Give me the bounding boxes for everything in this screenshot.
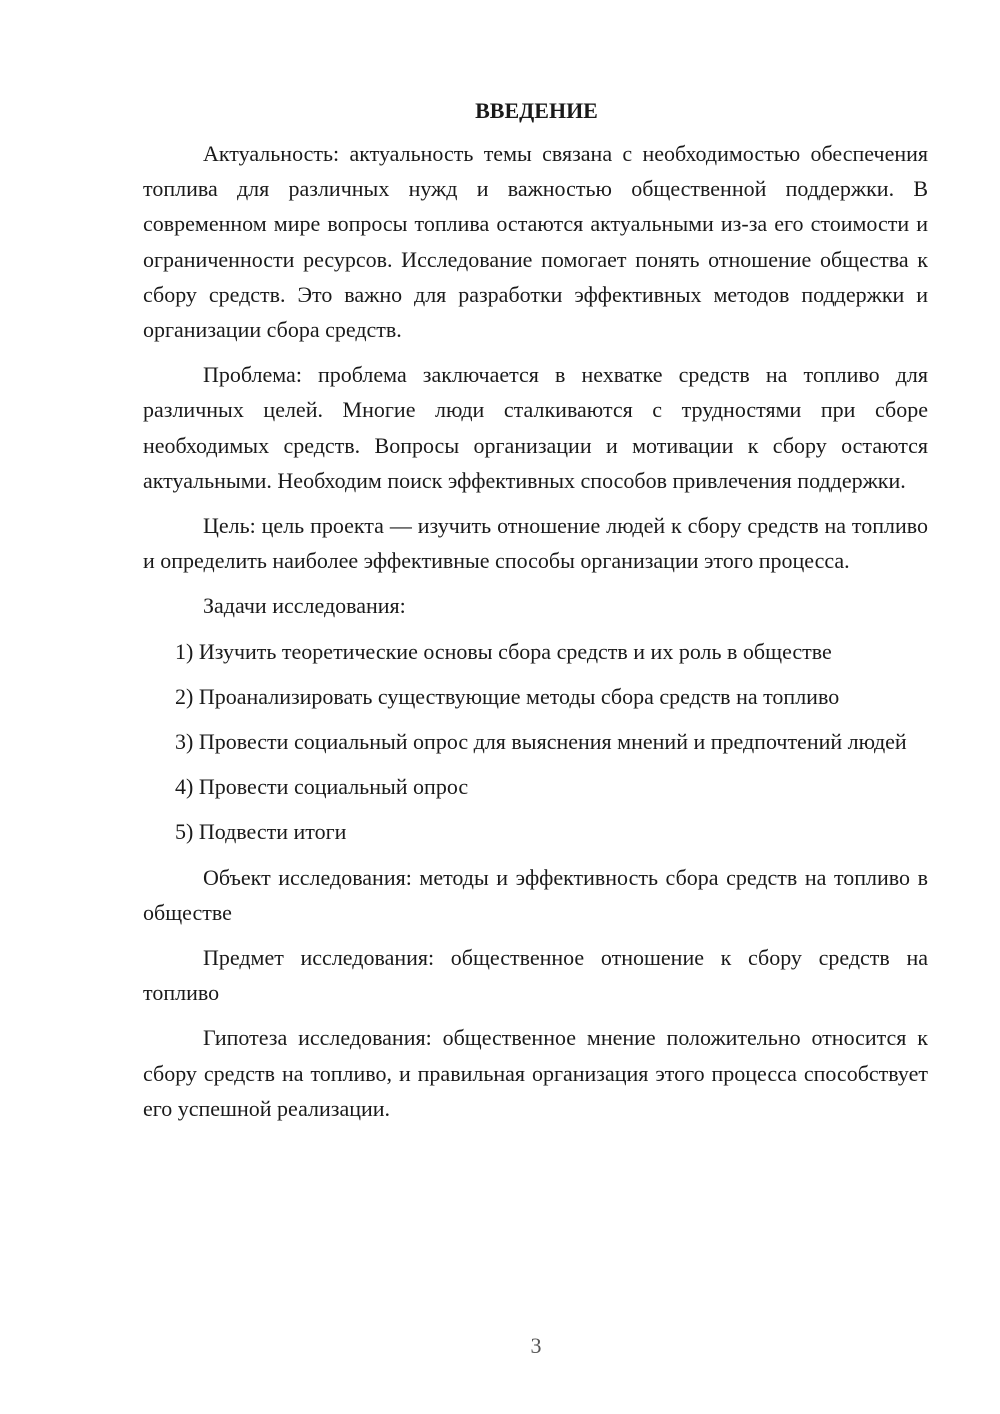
task-item-5: 5) Подвести итоги [175,819,347,845]
paragraph-problem: Проблема: проблема заключается в нехватке средств на топливо для различных целей. Многие люди сталкиваются с трудностями при сборе необходимых средств. Вопросы организации и мотивации к сбору остаются актуальными. Необходим поиск эффективных способов привлечения поддержки. [143,362,928,493]
paragraph-object: Объект исследования: методы и эффективность сбора средств на топливо в обществе [143,864,928,925]
document-page [143,94,928,1136]
task-item-1: 1) Изучить теоретические основы сбора средств и их роль в обществе [175,638,832,664]
paragraph-hypothesis: Гипотеза исследования: общественное мнение положительно относится к сбору средств на топливо, и правильная организация этого процесса способствует его успешной реализации. [143,1025,928,1121]
paragraph-goal: Цель: цель проекта — изучить отношение людей к сбору средств на топливо и определить наиболее эффективные способы организации этого процесса. [143,513,928,574]
tasks-heading: Задачи исследования: [203,593,406,619]
paragraph-subject: Предмет исследования: общественное отношение к сбору средств на топливо [143,945,928,1006]
paragraph-relevance: Актуальность: актуальность темы связана с необходимостью обеспечения топлива для различных нужд и важностью общественной поддержки. В современном мире вопросы топлива остаются актуальными из-за его стоимости и ограниченности ресурсов. Исследование помогает понять отношение общества к сбору средств. Это важно для разработки эффективных методов поддержки и организации сбора средств. [143,141,928,343]
task-item-2: 2) Проанализировать существующие методы сбора средств на топливо [175,683,840,709]
page-number: 3 [530,1333,542,1358]
task-item-3: 3) Провести социальный опрос для выяснения мнений и предпочтений людей [175,729,907,755]
document-title: ВВЕДЕНИЕ [475,98,598,123]
task-item-4: 4) Провести социальный опрос [175,774,469,800]
